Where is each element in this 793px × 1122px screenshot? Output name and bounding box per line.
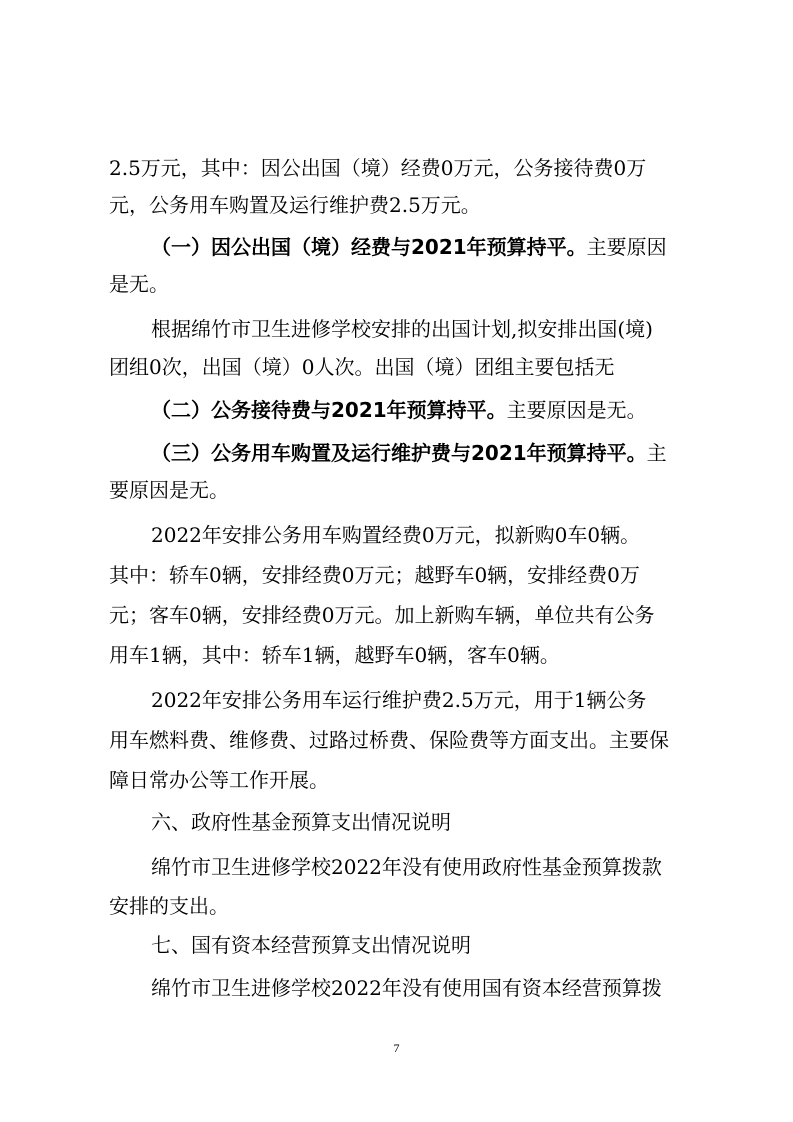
- p1-line1: 2.5万元，其中：因公出国（境）经费0万元，公务接待费0万: [109, 156, 647, 180]
- p8-line1: 绵竹市卫生进修学校2022年没有使用政府性基金预算拨款: [151, 855, 662, 879]
- p5-line1: [151, 436, 667, 470]
- p9-line1: 绵竹市卫生进修学校2022年没有使用国有资本经营预算拨: [151, 976, 662, 1000]
- section-heading-6: 六、政府性基金预算支出情况说明: [151, 810, 451, 834]
- p4-bold-heading: （二）公务接待费与2021年预算持平。: [151, 398, 507, 422]
- p6-line2: 其中：轿车0辆，安排经费0万元；越野车0辆，安排经费0万: [109, 563, 640, 587]
- p6-line3: 元；客车0辆，安排经费0万元。加上新购车辆，单位共有公务: [109, 603, 655, 627]
- p2-line1: [151, 230, 667, 264]
- p5-bold-heading: （三）公务用车购置及运行维护费与2021年预算持平。: [151, 441, 647, 465]
- p2-line2: 是无。: [109, 272, 169, 296]
- p4-rest: 主要原因是无。: [506, 398, 647, 422]
- p7-line1: 2022年安排公务用车运行维护费2.5万元，用于1辆公务: [151, 688, 647, 712]
- p2-bold-heading: （一）因公出国（境）经费与2021年预算持平。: [151, 235, 587, 259]
- p6-line1: 2022年安排公务用车购置经费0万元，拟新购0车0辆。: [151, 523, 641, 547]
- section-heading-7: 七、国有资本经营预算支出情况说明: [151, 933, 471, 957]
- page-number: 7: [393, 1041, 400, 1055]
- p5-rest: 主: [646, 441, 667, 465]
- p3-line2: 团组0次，出国（境）0人次。出国（境）团组主要包括无: [109, 355, 615, 379]
- p7-line2: 用车燃料费、维修费、过路过桥费、保险费等方面支出。主要保: [109, 728, 669, 752]
- p6-line4: 用车1辆，其中：轿车1辆，越野车0辆，客车0辆。: [109, 643, 560, 667]
- p7-line3: 障日常办公等工作开展。: [109, 768, 329, 792]
- p5-line2: 要原因是无。: [109, 478, 229, 502]
- p4-line1: [151, 393, 647, 427]
- p3-line1: 根据绵竹市卫生进修学校安排的出国计划,拟安排出国(境): [151, 317, 653, 341]
- p8-line2: 安排的支出。: [109, 894, 229, 918]
- p1-line2: 元，公务用车购置及运行维护费2.5万元。: [109, 193, 481, 217]
- p2-rest: 主要原因: [586, 235, 667, 259]
